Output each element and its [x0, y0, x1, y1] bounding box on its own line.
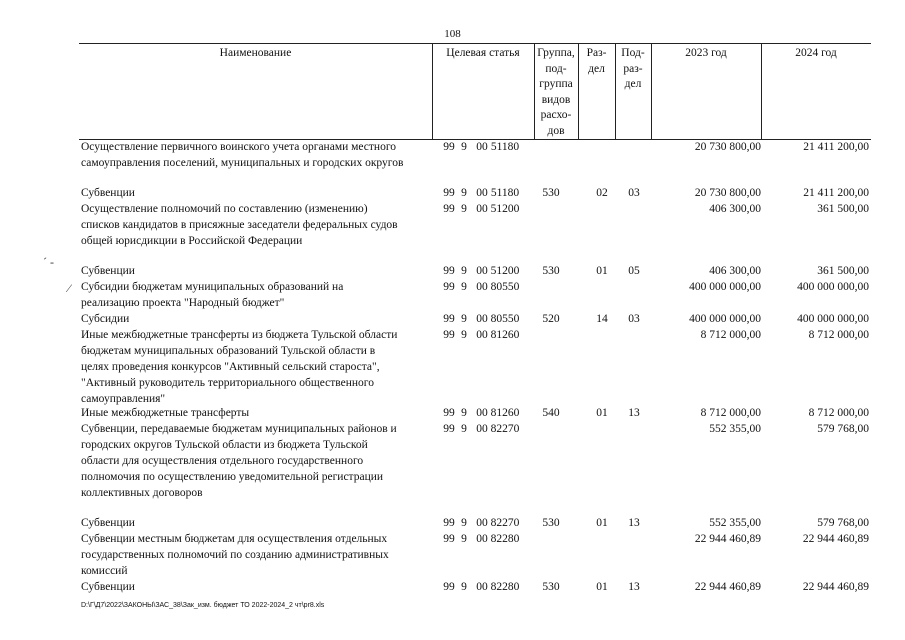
target-code-part: 99 — [443, 313, 455, 325]
razdel: 01 — [596, 517, 608, 529]
header-group-line: группа — [539, 78, 573, 90]
target-code-part: 00 — [476, 533, 488, 545]
target-code-part: 9 — [461, 141, 467, 153]
amount-2023: 8 712 000,00 — [700, 329, 761, 341]
target-code-part: 80550 — [490, 313, 520, 325]
target-code-part: 00 — [476, 203, 488, 215]
razdel: 14 — [596, 313, 608, 325]
target-code-part: 99 — [443, 203, 455, 215]
row-name-line: государственных полномочий по созданию административных — [81, 549, 389, 561]
amount-2023: 406 300,00 — [709, 203, 761, 215]
row-name — [81, 327, 431, 407]
target-code-part: 00 — [476, 281, 488, 293]
row-name-line: Осуществление полномочий по составлению (изменению) — [81, 203, 368, 215]
row-name-line: Субвенции местным бюджетам для осуществления отдельных — [81, 533, 388, 545]
expense-group: 540 — [542, 407, 560, 419]
row-name-line: целях проведения конкурсов "Активный сельский староста", — [81, 361, 380, 373]
row-name — [81, 139, 431, 171]
row-name — [81, 579, 431, 595]
row-name-line: Субвенции — [81, 265, 135, 277]
target-code-part: 00 — [476, 313, 488, 325]
amount-2024: 361 500,00 — [817, 203, 869, 215]
target-code-part: 9 — [461, 423, 467, 435]
header-group-line: под- — [545, 62, 567, 75]
target-code-part: 99 — [443, 423, 455, 435]
row-name — [81, 311, 431, 327]
amount-2024: 400 000 000,00 — [797, 313, 869, 325]
header-group — [534, 44, 578, 139]
target-code-part: 99 — [443, 533, 455, 545]
target-code-part: 00 — [476, 407, 488, 419]
target-code-part: 81260 — [490, 329, 520, 341]
row-name-line: списков кандидатов в присяжные заседатели федеральных судов — [81, 219, 398, 231]
row-name — [81, 531, 431, 579]
row-name-line: комиссий — [81, 565, 128, 577]
amount-2024: 22 944 460,89 — [802, 581, 869, 593]
header-group-line: расхо- — [540, 109, 572, 121]
row-name-line: общей юрисдикции в Российской Федерации — [81, 235, 303, 247]
row-name-line: коллективных договоров — [81, 487, 203, 499]
podrazdel: 13 — [628, 581, 640, 593]
row-name-line: полномочия по осуществлению уведомительной регистрации — [81, 471, 384, 483]
header-target: Целевая статья — [446, 47, 520, 59]
header-razdel — [578, 44, 615, 139]
margin-mark: ⁄ — [68, 281, 71, 295]
podrazdel: 03 — [628, 187, 640, 199]
amount-2024: 8 712 000,00 — [808, 407, 869, 419]
target-code-part: 9 — [461, 533, 467, 545]
target-code-part: 99 — [443, 581, 455, 593]
target-code-part: 9 — [461, 407, 467, 419]
target-code-part: 00 — [476, 517, 488, 529]
amount-2024: 22 944 460,89 — [802, 533, 869, 545]
razdel: 01 — [596, 581, 608, 593]
header-year-2023: 2023 год — [685, 47, 727, 59]
row-name — [81, 201, 431, 249]
target-code-part: 00 — [476, 187, 488, 199]
row-name — [81, 263, 431, 279]
amount-2023: 400 000 000,00 — [689, 281, 761, 293]
expense-group: 530 — [542, 581, 560, 593]
row-name-line: городских округов Тульской области из бюджета Тульской — [81, 439, 368, 451]
row-name-line: Осуществление первичного воинского учета органами местного — [81, 141, 397, 153]
page-number: 108 — [444, 28, 461, 40]
target-code-part: 99 — [443, 187, 455, 199]
row-name-line: области для осуществления отдельного государственного — [81, 455, 364, 467]
row-name-line: Субсидии — [81, 313, 130, 325]
header-podrazdel — [615, 44, 651, 139]
header-year-2024: 2024 год — [795, 47, 837, 59]
razdel: 02 — [596, 187, 608, 199]
row-name-line: Субвенции — [81, 187, 135, 199]
amount-2024: 361 500,00 — [817, 265, 869, 277]
row-name-line: самоуправления" — [81, 393, 166, 405]
expense-group: 530 — [542, 187, 560, 199]
header-podrazdel-line: Под- — [621, 47, 645, 59]
podrazdel: 13 — [628, 407, 640, 419]
target-code-part: 81260 — [490, 407, 520, 419]
amount-2023: 20 730 800,00 — [694, 187, 761, 199]
amount-2024: 579 768,00 — [817, 517, 869, 529]
row-name-line: бюджетам муниципальных образований Тульской области в — [81, 345, 376, 357]
target-code-part: 99 — [443, 141, 455, 153]
podrazdel: 13 — [628, 517, 640, 529]
expense-group: 520 — [542, 313, 560, 325]
target-code-part: 51180 — [490, 187, 520, 199]
target-code-part: 99 — [443, 517, 455, 529]
header-group-line: Группа, — [537, 47, 575, 59]
target-code-part: 00 — [476, 329, 488, 341]
target-code-part: 9 — [461, 313, 467, 325]
podrazdel: 03 — [628, 313, 640, 325]
target-code-part: 82270 — [490, 423, 520, 435]
row-name — [81, 185, 431, 201]
target-code-part: 99 — [443, 407, 455, 419]
razdel: 01 — [596, 265, 608, 277]
row-name-line: Субвенции — [81, 517, 135, 529]
target-code-part: 00 — [476, 265, 488, 277]
target-code-part: 9 — [461, 517, 467, 529]
amount-2024: 579 768,00 — [817, 423, 869, 435]
header-group-line: видов — [541, 93, 571, 106]
expense-group: 530 — [542, 517, 560, 529]
amount-2023: 20 730 800,00 — [694, 141, 761, 153]
amount-2023: 8 712 000,00 — [700, 407, 761, 419]
target-code-part: 9 — [461, 581, 467, 593]
row-name-line: Субвенции — [81, 581, 135, 593]
row-name — [81, 279, 431, 311]
table-header — [79, 43, 871, 140]
amount-2023: 22 944 460,89 — [694, 581, 761, 593]
expense-group: 530 — [542, 265, 560, 277]
row-name-line: Иные межбюджетные трансферты — [81, 407, 250, 419]
row-name-line: Иные межбюджетные трансферты из бюджета Тульской области — [81, 329, 398, 341]
amount-2024: 8 712 000,00 — [808, 329, 869, 341]
row-name-line: Субсидии бюджетам муниципальных образований на — [81, 281, 344, 293]
target-code-part: 00 — [476, 141, 488, 153]
row-name — [81, 405, 431, 421]
amount-2023: 406 300,00 — [709, 265, 761, 277]
target-code-part: 9 — [461, 187, 467, 199]
row-name-line: Субвенции, передаваемые бюджетам муниципальных районов и — [81, 423, 397, 435]
header-razdel-line: Раз- — [586, 47, 607, 59]
target-code-part: 9 — [461, 203, 467, 215]
margin-mark: ˊ - — [43, 255, 54, 269]
target-code-part: 00 — [476, 581, 488, 593]
footer-file-path: D:\Г\Д7\2022\ЗАКОНЫ\ЗАС_38\Зак_изм. бюджет ТО 2022-2024_2 чт\pr8.xls — [81, 602, 325, 609]
target-code-part: 82270 — [490, 517, 520, 529]
row-name-line: самоуправления поселений, муниципальных и городских округов — [81, 157, 404, 169]
header-podrazdel-line: раз- — [623, 62, 643, 75]
razdel: 01 — [596, 407, 608, 419]
target-code-part: 9 — [461, 265, 467, 277]
target-code-part: 9 — [461, 329, 467, 341]
target-code-part: 99 — [443, 265, 455, 277]
target-code-part: 80550 — [490, 281, 520, 293]
amount-2023: 22 944 460,89 — [694, 533, 761, 545]
amount-2024: 21 411 200,00 — [803, 141, 869, 153]
row-name-line: реализацию проекта "Народный бюджет" — [81, 297, 285, 309]
header-group-line: дов — [547, 124, 565, 137]
amount-2023: 552 355,00 — [709, 517, 761, 529]
target-code-part: 51180 — [490, 141, 520, 153]
target-code-part: 82280 — [490, 581, 520, 593]
amount-2024: 21 411 200,00 — [803, 187, 869, 199]
target-code-part: 99 — [443, 329, 455, 341]
amount-2024: 400 000 000,00 — [797, 281, 869, 293]
target-code-part: 99 — [443, 281, 455, 293]
target-code-part: 51200 — [490, 203, 520, 215]
header-podrazdel-line: дел — [624, 78, 642, 90]
header-razdel-line: дел — [588, 62, 605, 75]
target-code-part: 82280 — [490, 533, 520, 545]
row-name — [81, 515, 431, 531]
row-name — [81, 421, 431, 501]
target-code-part: 9 — [461, 281, 467, 293]
amount-2023: 400 000 000,00 — [689, 313, 761, 325]
header-name: Наименование — [219, 47, 292, 59]
amount-2023: 552 355,00 — [709, 423, 761, 435]
target-code-part: 51200 — [490, 265, 520, 277]
row-name-line: "Активный руководитель территориального общественного — [81, 377, 374, 389]
target-code-part: 00 — [476, 423, 488, 435]
podrazdel: 05 — [628, 265, 640, 277]
